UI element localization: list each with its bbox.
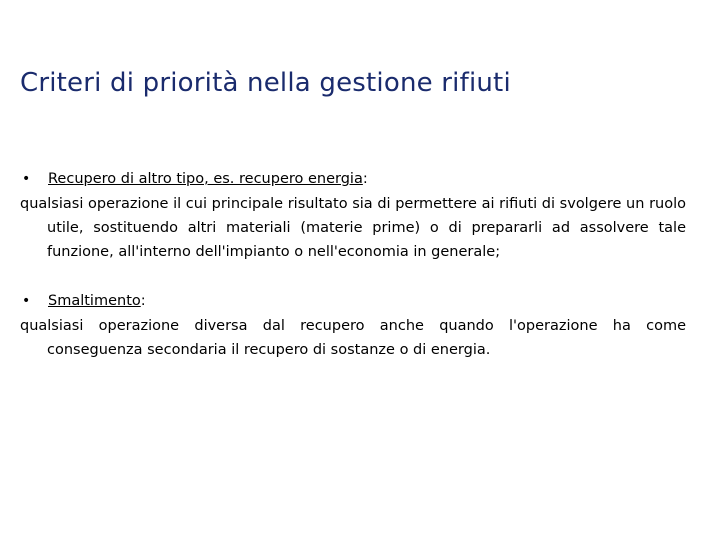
term-colon: : — [140, 293, 146, 309]
bullet-item-recupero — [20, 166, 686, 192]
description-recupero: qualsiasi operazione il cui principale risultato sia di permettere ai rifiuti di svolgere un ruolo utile, sostituendo altri materiali (materie prime) o di prepararli ad assolvere tale funzione, all'interno dell'impianto o nell'economia in generale; — [20, 196, 686, 260]
term-recupero: Recupero di altro tipo, es. recupero energia — [48, 171, 363, 187]
bullet-item-smaltimento — [20, 288, 686, 314]
section-spacer — [20, 264, 686, 288]
slide-content — [20, 166, 686, 362]
slide-title: Criteri di priorità nella gestione rifiuti — [20, 68, 511, 98]
bullet-icon: • — [22, 171, 31, 187]
description-smaltimento: qualsiasi operazione diversa dal recupero anche quando l'operazione ha come conseguenza secondaria il recupero di sostanze o di energia. — [20, 318, 686, 358]
bullet-icon: • — [22, 293, 31, 309]
term-colon: : — [362, 171, 368, 187]
term-smaltimento: Smaltimento — [48, 293, 141, 309]
